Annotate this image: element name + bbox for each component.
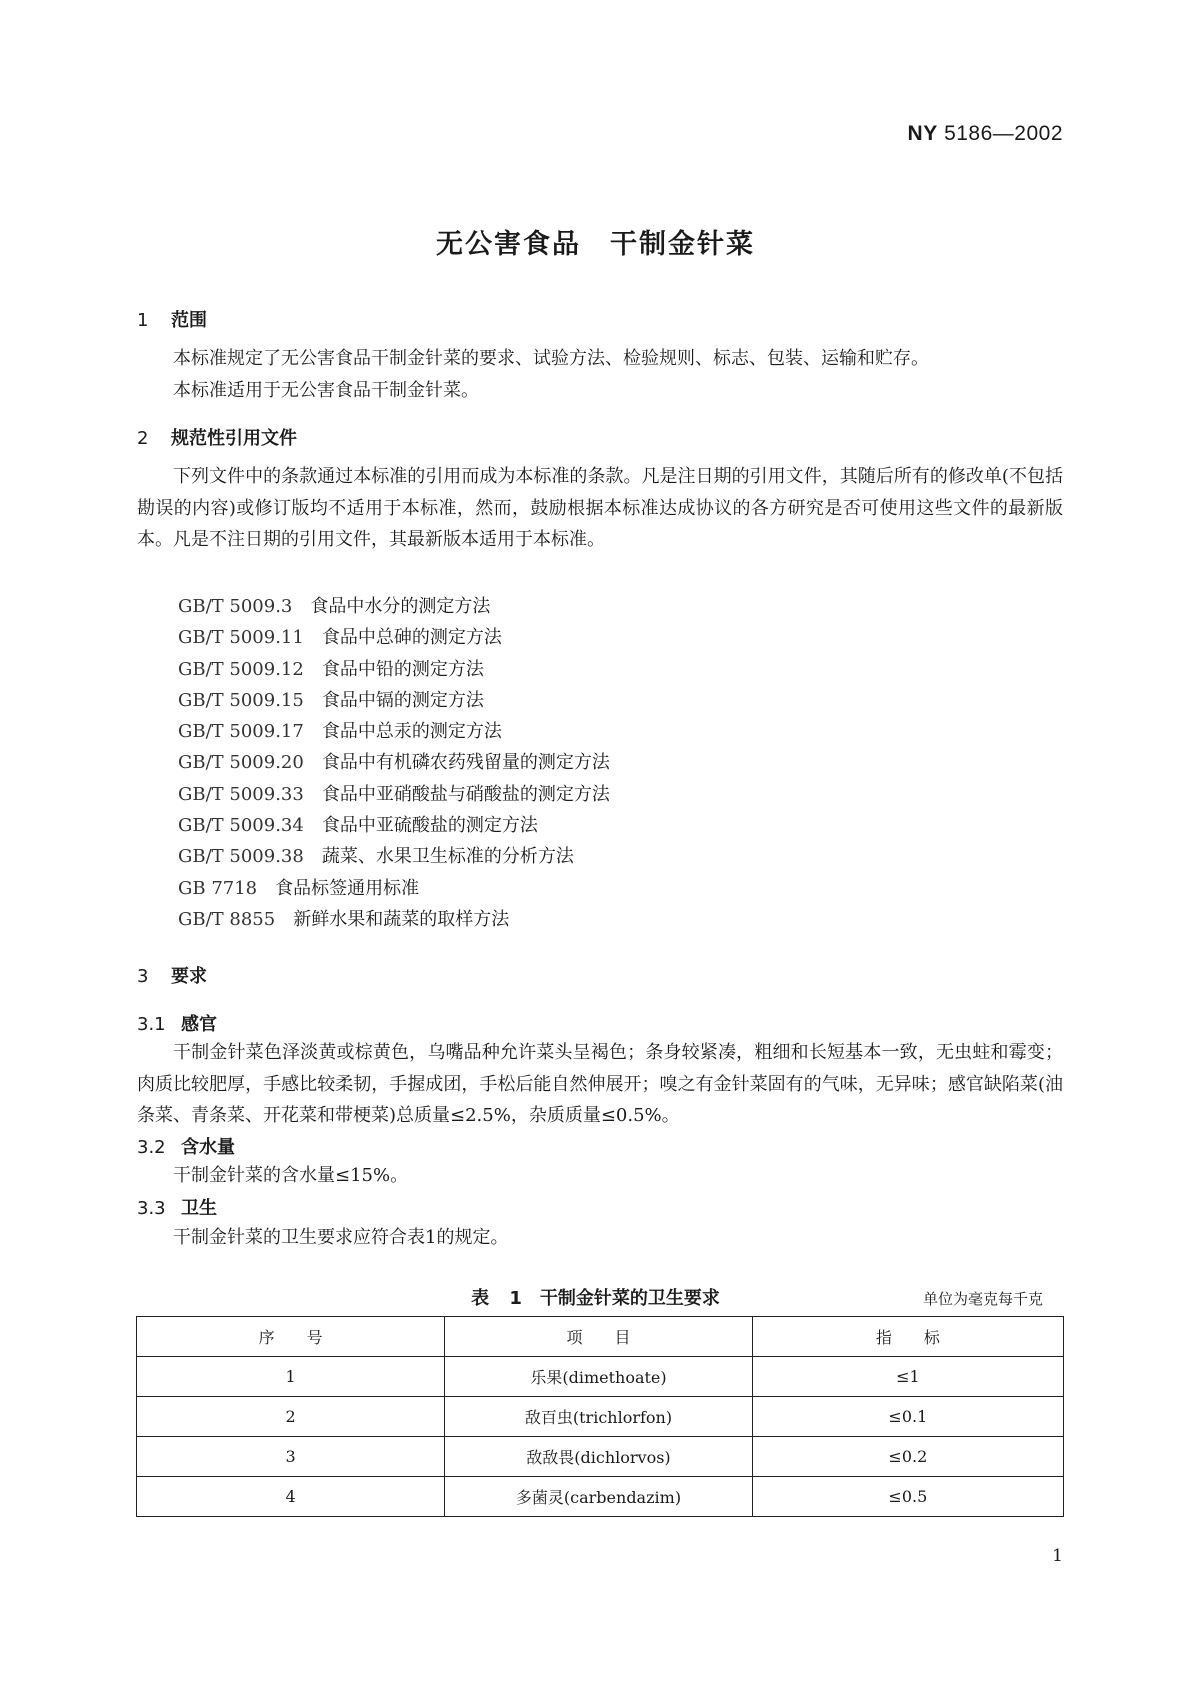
section-3-2-body: [137, 1160, 1063, 1192]
table-unit: 单位为毫克每千克: [922, 1290, 1043, 1308]
document-title: 无公害食品 干制金针菜: [436, 229, 755, 260]
reference-title: 食品中铅的测定方法: [321, 658, 484, 680]
reference-title: 食品中总砷的测定方法: [321, 627, 502, 649]
paragraph: 下列文件中的条款通过本标准的引用而成为本标准的条款。凡是注日期的引用文件，其随后所有的修改单(不包括勘误的内容)或修订版均不适用于本标准，然而，鼓励根据本标准达成协议的各方研究是否可使用这些文件的最新版本。凡是不注日期的引用文件，其最新版本适用于本标准。: [137, 466, 1063, 550]
reference-item: [178, 841, 610, 872]
table-row: [137, 1357, 1064, 1397]
table-cell: ≤0.1: [752, 1397, 1063, 1437]
normative-references-list: [178, 591, 610, 935]
reference-code: GB/T 5009.3: [178, 596, 293, 617]
reference-item: [178, 685, 610, 716]
reference-item: [178, 904, 610, 935]
section-title: 卫生: [181, 1198, 217, 1219]
table-header-row: [137, 1317, 1064, 1357]
table-row: [137, 1477, 1064, 1517]
section-title: 要求: [171, 966, 207, 987]
table-cell: 乐果(dimethoate): [445, 1357, 752, 1397]
reference-title: 食品中亚硫酸盐的测定方法: [321, 815, 538, 837]
table-cell: 1: [137, 1357, 445, 1397]
reference-title: 食品中总汞的测定方法: [321, 721, 502, 743]
column-header: 项 目: [445, 1317, 752, 1357]
table-row: [137, 1397, 1064, 1437]
section-1-body: [137, 343, 1063, 406]
section-number: 3: [137, 966, 149, 987]
reference-item: [178, 810, 610, 841]
section-number: 2: [137, 428, 149, 449]
reference-code: GB/T 5009.15: [178, 689, 304, 711]
section-3-2-heading: [137, 1133, 235, 1159]
reference-item: [178, 779, 610, 810]
section-3-1-heading: [137, 1010, 217, 1036]
section-3-3-body: [137, 1222, 1063, 1254]
section-2-intro: [137, 461, 1063, 556]
reference-code: GB/T 5009.12: [178, 658, 304, 680]
table-cell: 多菌灵(carbendazim): [445, 1477, 752, 1517]
section-3-3-heading: [137, 1194, 217, 1220]
reference-code: GB/T 8855: [178, 908, 276, 930]
reference-title: 蔬菜、水果卫生标准的分析方法: [321, 846, 574, 868]
reference-code: GB 7718: [178, 877, 258, 899]
table-cell: 敌敌畏(dichlorvos): [445, 1437, 752, 1477]
hygiene-requirements-table: [136, 1316, 1064, 1517]
section-1-heading: [137, 306, 207, 332]
table-row: [137, 1437, 1064, 1477]
section-title: 含水量: [181, 1137, 235, 1158]
reference-item: [178, 654, 610, 685]
paragraph: 干制金针菜的卫生要求应符合表1的规定。: [173, 1227, 509, 1248]
section-title: 规范性引用文件: [171, 428, 297, 449]
table-cell: 4: [137, 1477, 445, 1517]
reference-title: 食品中镉的测定方法: [321, 689, 484, 711]
reference-title: 新鲜水果和蔬菜的取样方法: [293, 908, 510, 930]
table-cell: ≤1: [752, 1357, 1063, 1397]
reference-code: GB/T 5009.34: [178, 815, 304, 837]
column-header: 指 标: [752, 1317, 1063, 1357]
reference-code: GB/T 5009.20: [178, 752, 304, 774]
table-cell: ≤0.5: [752, 1477, 1063, 1517]
section-number: 3.3: [137, 1198, 166, 1219]
reference-code: GB/T 5009.33: [178, 783, 304, 805]
table-cell: 3: [137, 1437, 445, 1477]
section-title: 感官: [181, 1014, 217, 1035]
reference-title: 食品中水分的测定方法: [310, 596, 491, 617]
reference-code: GB/T 5009.38: [178, 846, 304, 868]
reference-code: GB/T 5009.17: [178, 721, 304, 743]
section-number: 3.2: [137, 1137, 166, 1158]
paragraph: 本标准适用于无公害食品干制金针菜。: [173, 379, 479, 401]
standard-prefix: NY: [907, 122, 938, 145]
reference-code: GB/T 5009.11: [178, 627, 304, 649]
standard-code: [908, 122, 1063, 146]
section-3-1-body: [137, 1037, 1063, 1132]
paragraph: 干制金针菜色泽淡黄或棕黄色，乌嘴品种允许菜头呈褐色；条身较紧凑，粗细和长短基本一致，无虫蛀和霉变；肉质比较肥厚，手感比较柔韧，手握成团，手松后能自然伸展开；嗅之有金针菜固有的气味，无异味；感官缺陷菜(油条菜、青条菜、开花菜和带梗菜)总质量≤2.5%，杂质质量≤0.5%。: [137, 1042, 1063, 1126]
reference-item: [178, 716, 610, 747]
section-2-heading: [137, 424, 297, 450]
column-header: 序 号: [137, 1317, 445, 1357]
reference-item: [178, 622, 610, 653]
standard-number: 5186—2002: [944, 122, 1063, 145]
reference-title: 食品中有机磷农药残留量的测定方法: [321, 752, 610, 774]
reference-title: 食品中亚硝酸盐与硝酸盐的测定方法: [321, 783, 610, 805]
section-number: 3.1: [137, 1014, 166, 1035]
section-title: 范围: [171, 310, 207, 331]
table-caption: 表 1 干制金针菜的卫生要求: [471, 1288, 720, 1309]
paragraph: 干制金针菜的含水量≤15%。: [173, 1165, 409, 1186]
paragraph: 本标准规定了无公害食品干制金针菜的要求、试验方法、检验规则、标志、包装、运输和贮存。: [173, 348, 929, 369]
reference-item: [178, 747, 610, 778]
page-number: 1: [1052, 1546, 1063, 1566]
table-cell: ≤0.2: [752, 1437, 1063, 1477]
section-3-heading: [137, 962, 207, 988]
reference-item: [178, 873, 610, 904]
reference-item: [178, 591, 610, 622]
reference-title: 食品标签通用标准: [275, 877, 420, 899]
table-cell: 2: [137, 1397, 445, 1437]
section-number: 1: [137, 310, 149, 331]
table-cell: 敌百虫(trichlorfon): [445, 1397, 752, 1437]
